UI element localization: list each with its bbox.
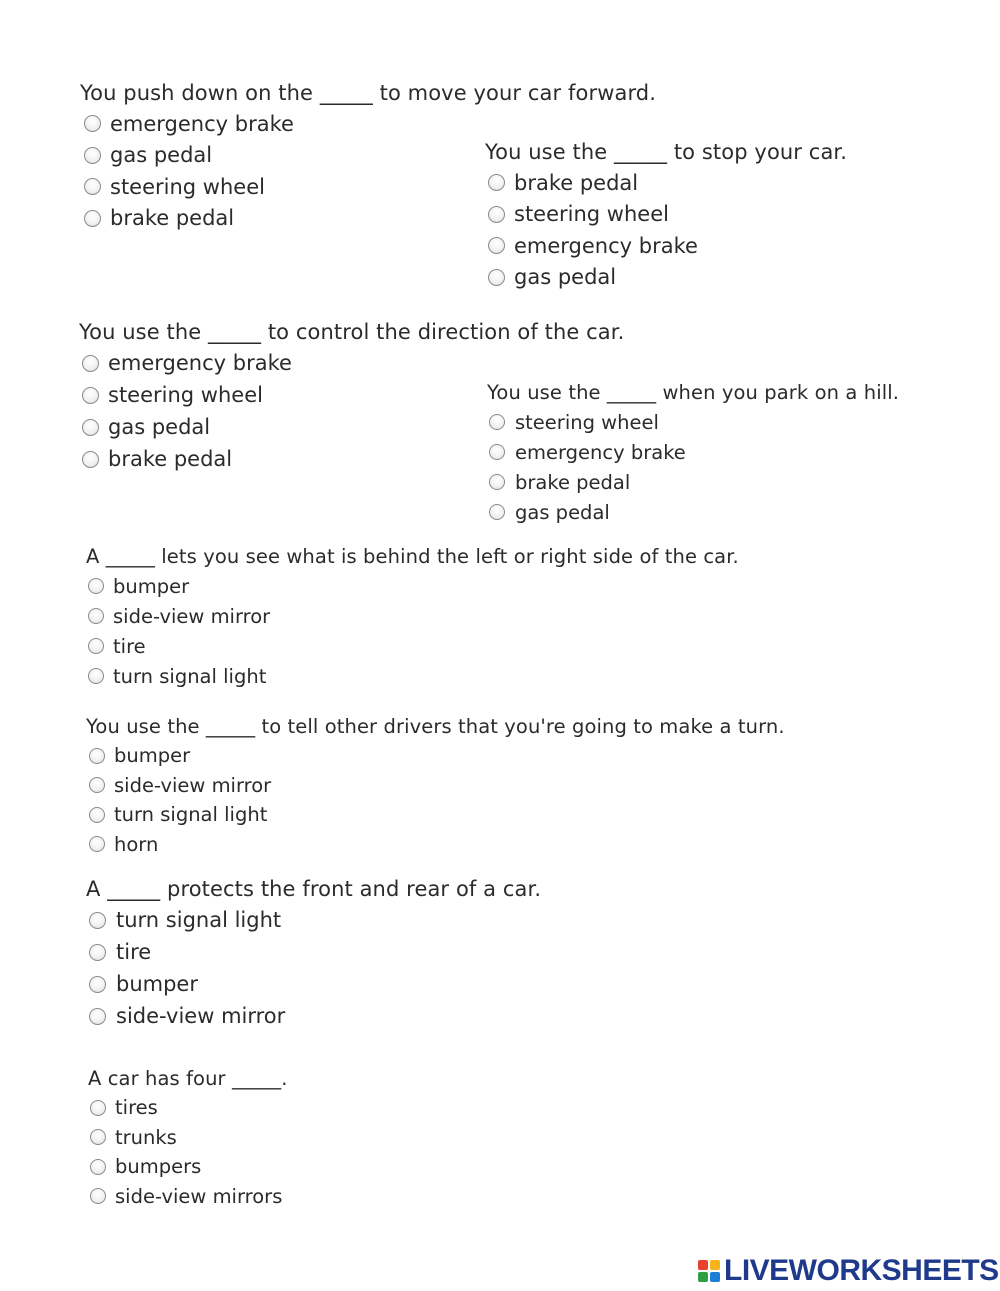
question-7-option-2[interactable] [89,936,541,968]
liveworksheets-logo [698,1254,999,1288]
option-label: tires [115,1096,158,1120]
radio-button-icon[interactable] [84,178,101,195]
question-4-option-2[interactable] [489,437,899,467]
option-label: side-view mirrors [115,1184,283,1208]
question-2-option-2[interactable] [488,199,847,231]
option-label: gas pedal [515,500,610,524]
option-label: bumper [116,972,198,996]
logo-tile [698,1272,708,1282]
question-5-option-4[interactable] [88,661,739,691]
option-label: turn signal light [116,908,282,932]
question-4-option-4[interactable] [489,497,899,527]
question-8-option-1[interactable] [90,1093,288,1123]
question-2-option-1[interactable] [488,167,847,199]
radio-button-icon[interactable] [488,206,505,223]
option-label: emergency brake [110,111,294,136]
question-7 [86,874,541,1032]
radio-button-icon[interactable] [89,807,105,823]
question-8-option-2[interactable] [90,1123,288,1153]
question-8-option-3[interactable] [90,1152,288,1182]
radio-button-icon[interactable] [82,419,99,436]
question-2-prompt: You use the _____ to stop your car. [485,140,848,164]
radio-button-icon[interactable] [89,976,106,993]
question-7-prompt: A _____ protects the front and rear of a car. [86,877,542,901]
option-label: bumper [114,744,191,768]
radio-button-icon[interactable] [90,1100,106,1116]
radio-button-icon[interactable] [89,836,105,852]
question-6-prompt: You use the _____ to tell other drivers that you're going to make a turn. [86,715,785,738]
radio-button-icon[interactable] [488,269,505,286]
logo-tile [698,1260,708,1270]
logo-tile [710,1260,720,1270]
question-5-option-3[interactable] [88,631,739,661]
radio-button-icon[interactable] [89,912,106,929]
option-label: steering wheel [110,174,265,199]
question-7-option-1[interactable] [89,904,541,936]
radio-button-icon[interactable] [488,174,505,191]
radio-button-icon[interactable] [82,355,99,372]
option-label: tire [113,634,146,658]
radio-button-icon[interactable] [82,451,99,468]
question-6-option-2[interactable] [89,771,785,801]
radio-button-icon[interactable] [90,1159,106,1175]
logo-tile [710,1272,720,1282]
question-6 [86,713,785,859]
option-label: bumpers [115,1155,202,1179]
option-label: side-view mirror [116,1004,286,1028]
option-label: brake pedal [108,447,233,471]
question-6-option-1[interactable] [89,741,785,771]
option-label: brake pedal [514,170,639,195]
question-1-prompt: You push down on the _____ to move your car forward. [80,81,657,105]
option-label: gas pedal [108,415,211,439]
question-4 [487,379,899,527]
option-label: emergency brake [515,440,686,464]
radio-button-icon[interactable] [489,444,505,460]
radio-button-icon[interactable] [89,1008,106,1025]
question-7-option-3[interactable] [89,968,541,1000]
option-label: bumper [113,574,190,598]
radio-button-icon[interactable] [84,147,101,164]
radio-button-icon[interactable] [489,504,505,520]
question-8-prompt: A car has four _____. [88,1067,288,1090]
question-2 [485,137,847,293]
radio-button-icon[interactable] [88,668,104,684]
question-7-option-4[interactable] [89,1000,541,1032]
option-label: side-view mirror [113,604,271,628]
option-label: steering wheel [515,410,659,434]
radio-button-icon[interactable] [89,748,105,764]
question-5-option-1[interactable] [88,571,739,601]
question-5-prompt: A _____ lets you see what is behind the left or right side of the car. [86,545,739,568]
question-6-option-4[interactable] [89,830,785,860]
option-label: turn signal light [114,803,268,827]
option-label: tire [116,940,152,964]
option-label: turn signal light [113,664,267,688]
option-label: brake pedal [515,470,631,494]
question-2-option-3[interactable] [488,230,847,262]
radio-button-icon[interactable] [89,777,105,793]
liveworksheets-logo-icon [698,1260,720,1282]
question-4-option-1[interactable] [489,407,899,437]
question-4-prompt: You use the _____ when you park on a hill. [487,381,900,404]
question-4-option-3[interactable] [489,467,899,497]
radio-button-icon[interactable] [88,578,104,594]
option-label: brake pedal [110,206,235,231]
question-1-option-1[interactable] [84,108,656,140]
option-label: gas pedal [514,265,617,290]
option-label: steering wheel [108,383,263,407]
question-8 [88,1065,288,1211]
radio-button-icon[interactable] [489,474,505,490]
question-8-option-4[interactable] [90,1182,288,1212]
option-label: horn [114,832,159,856]
option-label: trunks [115,1125,177,1149]
liveworksheets-logo-text: LIVEWORKSHEETS [724,1254,999,1287]
question-3-prompt: You use the _____ to control the direction of the car. [79,320,625,344]
option-label: side-view mirror [114,773,272,797]
radio-button-icon[interactable] [488,237,505,254]
radio-button-icon[interactable] [88,638,104,654]
question-3-option-1[interactable] [82,347,624,379]
radio-button-icon[interactable] [84,115,101,132]
radio-button-icon[interactable] [90,1129,106,1145]
radio-button-icon[interactable] [84,210,101,227]
question-6-option-3[interactable] [89,800,785,830]
question-5 [86,543,739,691]
radio-button-icon[interactable] [489,414,505,430]
radio-button-icon[interactable] [89,944,106,961]
question-5-option-2[interactable] [88,601,739,631]
option-label: gas pedal [110,143,213,168]
question-2-option-4[interactable] [488,262,847,294]
radio-button-icon[interactable] [90,1188,106,1204]
option-label: emergency brake [514,233,698,258]
radio-button-icon[interactable] [82,387,99,404]
option-label: emergency brake [108,351,292,375]
option-label: steering wheel [514,202,669,227]
radio-button-icon[interactable] [88,608,104,624]
